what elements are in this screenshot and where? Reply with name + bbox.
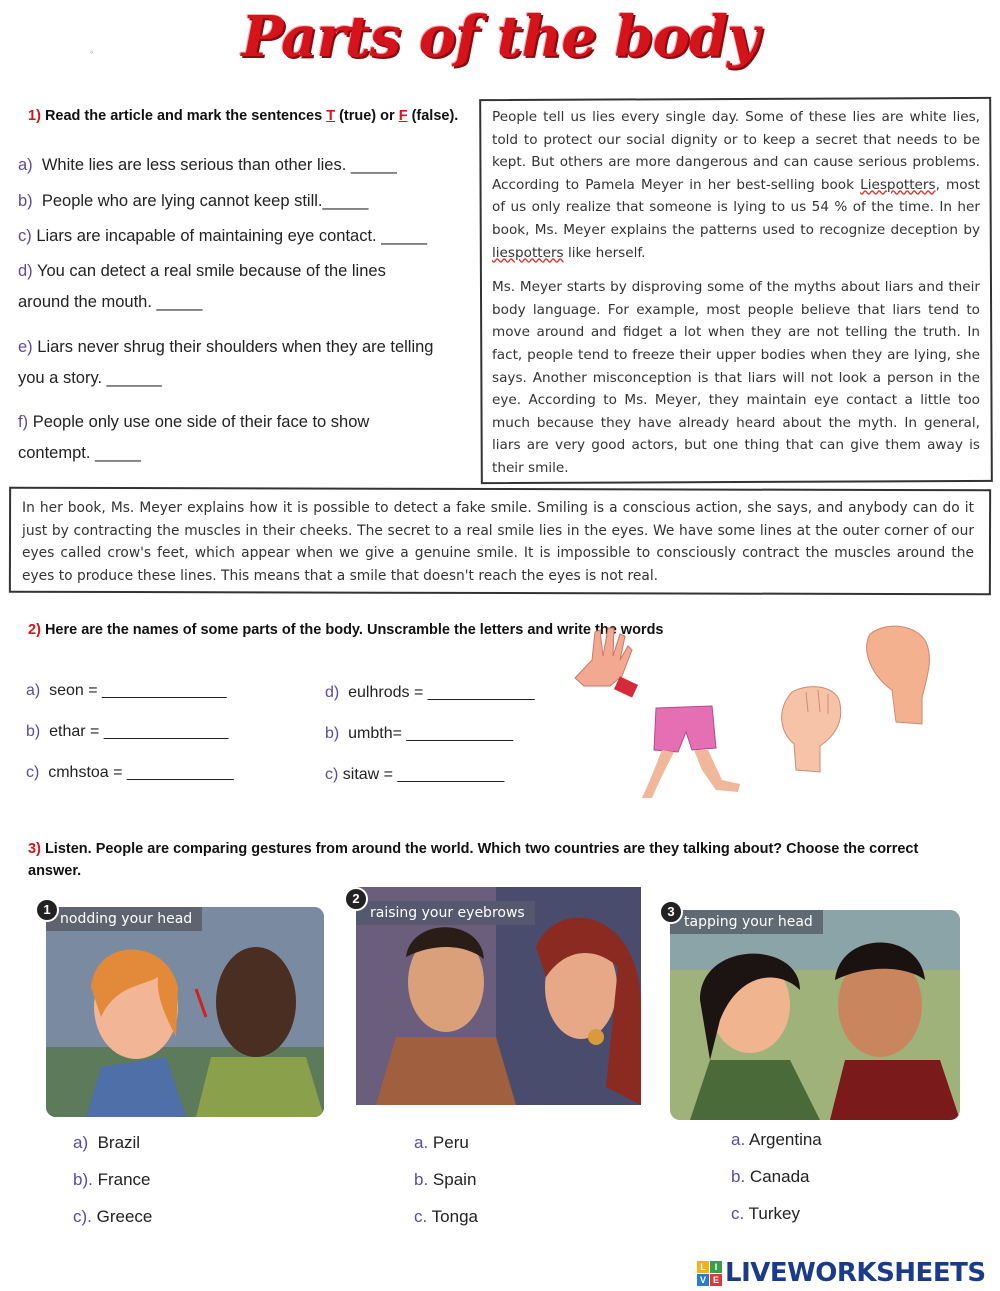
thumb-icon xyxy=(782,687,841,772)
unscramble-item[interactable]: b) umbth= ____________ xyxy=(325,725,514,742)
stray-mark: ° xyxy=(90,50,94,59)
option-turkey[interactable]: c. Turkey xyxy=(731,1204,800,1223)
nodding-illustration xyxy=(46,907,324,1117)
unscramble-item[interactable]: c) sitaw = ____________ xyxy=(325,766,505,783)
option-greece[interactable]: c). Greece xyxy=(73,1207,153,1226)
option-argentina[interactable]: a. Argentina xyxy=(731,1130,822,1149)
gesture-picture-2 xyxy=(356,887,641,1105)
picture-3-label: tapping your head xyxy=(670,910,823,934)
option-spain[interactable]: b. Spain xyxy=(414,1170,477,1189)
option-peru[interactable]: a. Peru xyxy=(414,1133,469,1152)
picture-1-number: 1 xyxy=(35,898,59,922)
section-3-heading: 3) Listen. People are comparing gestures from around the world. Which two countries are they talking about? Choose the correct answer. xyxy=(28,841,919,879)
picture-3-options xyxy=(731,1130,822,1224)
section-2-heading: 2) Here are the names of some parts of the body. Unscramble the letters and write the words xyxy=(28,622,664,638)
true-letter: T xyxy=(326,108,336,124)
article-paragraph-2: Ms. Meyer starts by disproving some of the myths about liars and their body language. For example, most people believe that liars tend to move around and fidget a lot when they are not telling the truth. In fact, people tend to freeze their upper bodies when they are lying, she says. Another misconception is that liars will not look a person in the eye. According to Ms. Meyer, they maintain eye contact a little too much because they have already heard about the myth. In general, liars are very good actors, but one thing that can give them away is their smile. xyxy=(492,279,980,476)
shoulder-icon xyxy=(867,626,930,724)
picture-2-label: raising your eyebrows xyxy=(356,901,535,925)
false-label: (false). xyxy=(407,108,459,124)
question-d[interactable]: d) You can detect a real smile because of the lines around the mouth. _____ xyxy=(18,262,386,311)
section-1-heading xyxy=(28,108,458,124)
question-a[interactable]: a) White lies are less serious than other lies. _____ xyxy=(18,156,397,174)
book-title: Liespotters xyxy=(860,176,936,193)
picture-1-options xyxy=(73,1133,152,1227)
section-1-text: Read the article and mark the sentences xyxy=(44,108,327,124)
question-c[interactable]: c) Liars are incapable of maintaining eye contact. _____ xyxy=(18,227,428,245)
unscramble-left-column xyxy=(26,682,234,782)
picture-2-options xyxy=(414,1133,478,1227)
unscramble-item[interactable]: c) cmhstoa = ____________ xyxy=(26,764,234,781)
true-label: (true) or xyxy=(335,108,399,124)
liveworksheets-logo[interactable] xyxy=(697,1258,986,1288)
unscramble-item[interactable]: b) ethar = ______________ xyxy=(26,723,229,740)
option-brazil[interactable]: a) Brazil xyxy=(73,1133,141,1152)
legs-icon xyxy=(642,706,740,798)
article-text-top xyxy=(492,106,980,492)
page-title: Parts of the body xyxy=(241,4,759,70)
question-f[interactable]: f) People only use one side of their face to show contempt. _____ xyxy=(18,413,370,462)
picture-2-number: 2 xyxy=(344,887,368,911)
unscramble-item[interactable]: d) eulhrods = ____________ xyxy=(325,684,535,701)
picture-1-label: nodding your head xyxy=(46,907,202,931)
option-canada[interactable]: b. Canada xyxy=(731,1167,810,1186)
article-paragraph-3: In her book, Ms. Meyer explains how it is possible to detect a fake smile. Smiling is a conscious action, she says, and anybody can do it just by contracting the muscles in their cheeks. The secret to a real smile lies in the eyes. We have some lines at the outer corner of our eyes called crow's feet, which appear when we give a genuine smile. It is impossible to consciously contract the muscles around the eyes to produce these lines. This means that a smile that doesn't reach the eyes is not real. xyxy=(22,500,974,584)
picture-3-number: 3 xyxy=(659,900,683,924)
gesture-picture-1 xyxy=(46,907,324,1117)
section-1-number: 1) xyxy=(28,108,41,124)
unscramble-item[interactable]: a) seon = ______________ xyxy=(26,682,227,699)
false-letter: F xyxy=(398,108,408,124)
true-false-questions xyxy=(18,150,478,469)
gesture-picture-3 xyxy=(670,910,960,1120)
unscramble-right-column xyxy=(325,684,535,784)
logo-grid-icon: L I V E xyxy=(697,1261,722,1286)
hand-icon xyxy=(575,628,638,698)
tapping-head-illustration xyxy=(670,910,960,1120)
option-tonga[interactable]: c. Tonga xyxy=(414,1207,478,1226)
body-parts-illustration xyxy=(570,620,950,810)
logo-text: LIVEWORKSHEETS xyxy=(725,1258,986,1288)
question-e[interactable]: e) Liars never shrug their shoulders when they are telling you a story. ______ xyxy=(18,338,434,387)
option-france[interactable]: b). France xyxy=(73,1170,151,1189)
article-paragraph-1: People tell us lies every single day. Some of these lies are white lies, told to protect our social dignity or to keep a secret that needs to be kept. But others are more dangerous and can cause serious problems. According to Pamela Meyer in her best-selling book Liespotters, most of us only realize that someone is lying to us 54 % of the time. In her book, Ms. Meyer explains the patterns used to recognize deception by liespotters like herself. xyxy=(492,109,980,261)
question-b[interactable]: b) People who are lying cannot keep still._____ xyxy=(18,192,369,210)
